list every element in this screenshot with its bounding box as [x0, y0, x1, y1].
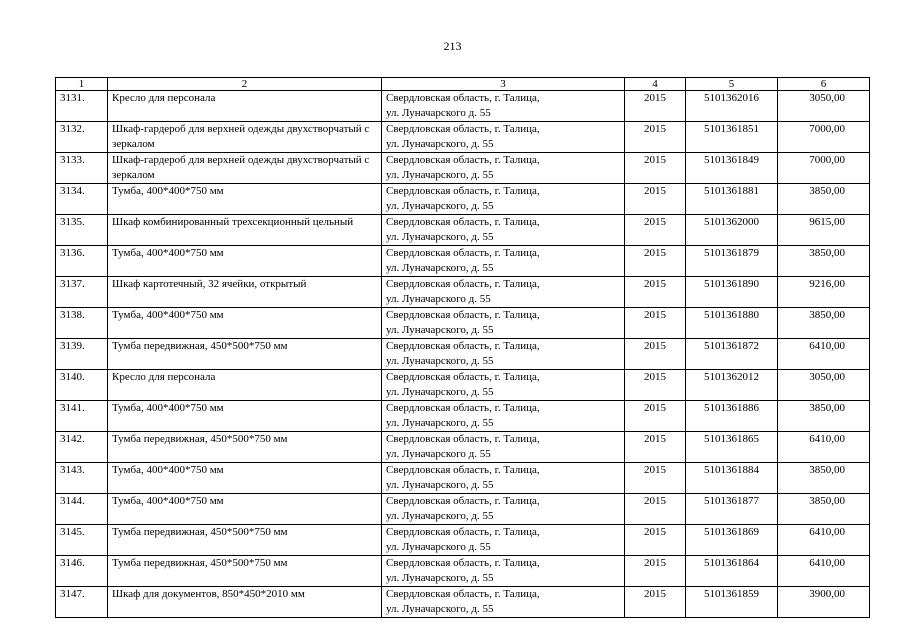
- address-line-1: Свердловская область, г. Талица,: [386, 216, 540, 228]
- table-row: [56, 246, 870, 277]
- inventory-number: 5101362012: [686, 370, 778, 401]
- address-line-1: Свердловская область, г. Талица,: [386, 371, 540, 383]
- address-line-1: Свердловская область, г. Талица,: [386, 433, 540, 445]
- address-line-2: ул. Луначарского д. 55: [386, 107, 491, 119]
- address-line-2: ул. Луначарского, д. 55: [386, 355, 494, 367]
- address-line-2: ул. Луначарского, д. 55: [386, 386, 494, 398]
- item-year: 2015: [625, 277, 686, 308]
- inventory-number: 5101361865: [686, 432, 778, 463]
- item-cost: 9615,00: [778, 215, 870, 246]
- item-address: [382, 215, 625, 246]
- address-line-1: Свердловская область, г. Талица,: [386, 588, 540, 600]
- row-number: 3139.: [56, 339, 108, 370]
- item-name: Тумба передвижная, 450*500*750 мм: [108, 525, 382, 556]
- row-number: 3134.: [56, 184, 108, 215]
- row-number: 3140.: [56, 370, 108, 401]
- item-name: Тумба передвижная, 450*500*750 мм: [108, 432, 382, 463]
- item-year: 2015: [625, 494, 686, 525]
- item-year: 2015: [625, 184, 686, 215]
- column-header: 1: [56, 78, 108, 91]
- item-name: Тумба, 400*400*750 мм: [108, 246, 382, 277]
- table-row: [56, 339, 870, 370]
- item-year: 2015: [625, 246, 686, 277]
- column-header: 6: [778, 78, 870, 91]
- item-name: Тумба, 400*400*750 мм: [108, 308, 382, 339]
- item-name: Кресло для персонала: [108, 370, 382, 401]
- inventory-number: 5101361881: [686, 184, 778, 215]
- address-line-2: ул. Луначарского д. 55: [386, 541, 491, 553]
- item-cost: 7000,00: [778, 122, 870, 153]
- item-name: Тумба, 400*400*750 мм: [108, 184, 382, 215]
- inventory-number: 5101361864: [686, 556, 778, 587]
- item-name: Шкаф-гардероб для верхней одежды двухстворчатый с зеркалом: [108, 122, 382, 153]
- address-line-2: ул. Луначарского, д. 55: [386, 231, 494, 243]
- address-line-2: ул. Луначарского д. 55: [386, 448, 491, 460]
- item-year: 2015: [625, 463, 686, 494]
- header-row: [56, 78, 870, 91]
- item-name: Тумба, 400*400*750 мм: [108, 463, 382, 494]
- page-number: 213: [443, 39, 462, 53]
- item-address: [382, 277, 625, 308]
- inventory-number: 5101361890: [686, 277, 778, 308]
- row-number: 3141.: [56, 401, 108, 432]
- row-number: 3144.: [56, 494, 108, 525]
- item-cost: 7000,00: [778, 153, 870, 184]
- address-line-1: Свердловская область, г. Талица,: [386, 123, 540, 135]
- item-address: [382, 494, 625, 525]
- address-line-2: ул. Луначарского, д. 55: [386, 510, 494, 522]
- table-header: [56, 78, 870, 91]
- inventory-number: 5101362000: [686, 215, 778, 246]
- address-line-2: ул. Луначарского, д. 55: [386, 169, 494, 181]
- item-address: [382, 122, 625, 153]
- row-number: 3136.: [56, 246, 108, 277]
- row-number: 3138.: [56, 308, 108, 339]
- address-line-1: Свердловская область, г. Талица,: [386, 278, 540, 290]
- item-address: [382, 153, 625, 184]
- item-address: [382, 401, 625, 432]
- item-cost: 6410,00: [778, 556, 870, 587]
- item-address: [382, 308, 625, 339]
- inventory-number: 5101361877: [686, 494, 778, 525]
- inventory-number: 5101361859: [686, 587, 778, 618]
- item-address: [382, 525, 625, 556]
- inventory-number: 5101361849: [686, 153, 778, 184]
- address-line-1: Свердловская область, г. Талица,: [386, 92, 540, 104]
- item-year: 2015: [625, 153, 686, 184]
- table-row: [56, 122, 870, 153]
- table-row: [56, 463, 870, 494]
- item-name: Кресло для персонала: [108, 91, 382, 122]
- item-address: [382, 463, 625, 494]
- table-row: [56, 184, 870, 215]
- address-line-2: ул. Луначарского, д. 55: [386, 324, 494, 336]
- inventory-number: 5101361886: [686, 401, 778, 432]
- address-line-2: ул. Луначарского, д. 55: [386, 262, 494, 274]
- item-name: Тумба, 400*400*750 мм: [108, 494, 382, 525]
- item-year: 2015: [625, 587, 686, 618]
- item-year: 2015: [625, 525, 686, 556]
- row-number: 3132.: [56, 122, 108, 153]
- row-number: 3133.: [56, 153, 108, 184]
- address-line-2: ул. Луначарского, д. 55: [386, 479, 494, 491]
- table-row: [56, 494, 870, 525]
- table-row: [56, 587, 870, 618]
- inventory-number: 5101361880: [686, 308, 778, 339]
- registry-table: [55, 77, 870, 618]
- item-cost: 3850,00: [778, 463, 870, 494]
- column-header: 3: [382, 78, 625, 91]
- address-line-1: Свердловская область, г. Талица,: [386, 309, 540, 321]
- item-address: [382, 246, 625, 277]
- item-cost: 3850,00: [778, 401, 870, 432]
- inventory-number: 5101361872: [686, 339, 778, 370]
- item-year: 2015: [625, 339, 686, 370]
- table-row: [56, 432, 870, 463]
- item-name: Тумба передвижная, 450*500*750 мм: [108, 556, 382, 587]
- table-body: [56, 91, 870, 618]
- table-row: [56, 215, 870, 246]
- row-number: 3131.: [56, 91, 108, 122]
- table-row: [56, 525, 870, 556]
- item-cost: 3900,00: [778, 587, 870, 618]
- address-line-2: ул. Луначарского, д. 55: [386, 417, 494, 429]
- address-line-2: ул. Луначарского, д. 55: [386, 603, 494, 615]
- item-name: Шкаф-гардероб для верхней одежды двухстворчатый с зеркалом: [108, 153, 382, 184]
- table-row: [56, 308, 870, 339]
- inventory-number: 5101361884: [686, 463, 778, 494]
- item-cost: 3050,00: [778, 370, 870, 401]
- table-row: [56, 370, 870, 401]
- address-line-1: Свердловская область, г. Талица,: [386, 185, 540, 197]
- item-cost: 3850,00: [778, 494, 870, 525]
- inventory-number: 5101362016: [686, 91, 778, 122]
- item-cost: 9216,00: [778, 277, 870, 308]
- item-cost: 6410,00: [778, 432, 870, 463]
- item-cost: 3850,00: [778, 184, 870, 215]
- address-line-1: Свердловская область, г. Талица,: [386, 526, 540, 538]
- address-line-1: Свердловская область, г. Талица,: [386, 154, 540, 166]
- table-row: [56, 401, 870, 432]
- item-year: 2015: [625, 215, 686, 246]
- item-address: [382, 370, 625, 401]
- inventory-number: 5101361879: [686, 246, 778, 277]
- item-address: [382, 432, 625, 463]
- item-year: 2015: [625, 432, 686, 463]
- row-number: 3146.: [56, 556, 108, 587]
- item-address: [382, 339, 625, 370]
- inventory-number: 5101361869: [686, 525, 778, 556]
- address-line-2: ул. Луначарского, д. 55: [386, 200, 494, 212]
- address-line-1: Свердловская область, г. Талица,: [386, 557, 540, 569]
- row-number: 3137.: [56, 277, 108, 308]
- item-address: [382, 184, 625, 215]
- item-year: 2015: [625, 308, 686, 339]
- address-line-1: Свердловская область, г. Талица,: [386, 402, 540, 414]
- item-year: 2015: [625, 122, 686, 153]
- item-name: Шкаф картотечный, 32 ячейки, открытый: [108, 277, 382, 308]
- address-line-1: Свердловская область, г. Талица,: [386, 247, 540, 259]
- item-cost: 3850,00: [778, 246, 870, 277]
- column-header: 5: [686, 78, 778, 91]
- item-name: Шкаф комбинированный трехсекционный цельный: [108, 215, 382, 246]
- table-row: [56, 91, 870, 122]
- row-number: 3147.: [56, 587, 108, 618]
- item-name: Тумба передвижная, 450*500*750 мм: [108, 339, 382, 370]
- item-address: [382, 91, 625, 122]
- address-line-2: ул. Луначарского, д. 55: [386, 572, 494, 584]
- item-year: 2015: [625, 401, 686, 432]
- item-year: 2015: [625, 91, 686, 122]
- table-row: [56, 556, 870, 587]
- address-line-1: Свердловская область, г. Талица,: [386, 495, 540, 507]
- row-number: 3143.: [56, 463, 108, 494]
- address-line-1: Свердловская область, г. Талица,: [386, 464, 540, 476]
- item-name: Шкаф для документов, 850*450*2010 мм: [108, 587, 382, 618]
- row-number: 3135.: [56, 215, 108, 246]
- table-row: [56, 153, 870, 184]
- address-line-2: ул. Луначарского, д. 55: [386, 138, 494, 150]
- column-header: 4: [625, 78, 686, 91]
- table-row: [56, 277, 870, 308]
- column-header: 2: [108, 78, 382, 91]
- row-number: 3145.: [56, 525, 108, 556]
- item-cost: 3850,00: [778, 308, 870, 339]
- address-line-1: Свердловская область, г. Талица,: [386, 340, 540, 352]
- item-address: [382, 556, 625, 587]
- item-cost: 6410,00: [778, 339, 870, 370]
- row-number: 3142.: [56, 432, 108, 463]
- item-cost: 3050,00: [778, 91, 870, 122]
- address-line-2: ул. Луначарского д. 55: [386, 293, 491, 305]
- item-year: 2015: [625, 370, 686, 401]
- item-cost: 6410,00: [778, 525, 870, 556]
- item-address: [382, 587, 625, 618]
- inventory-number: 5101361851: [686, 122, 778, 153]
- item-name: Тумба, 400*400*750 мм: [108, 401, 382, 432]
- item-year: 2015: [625, 556, 686, 587]
